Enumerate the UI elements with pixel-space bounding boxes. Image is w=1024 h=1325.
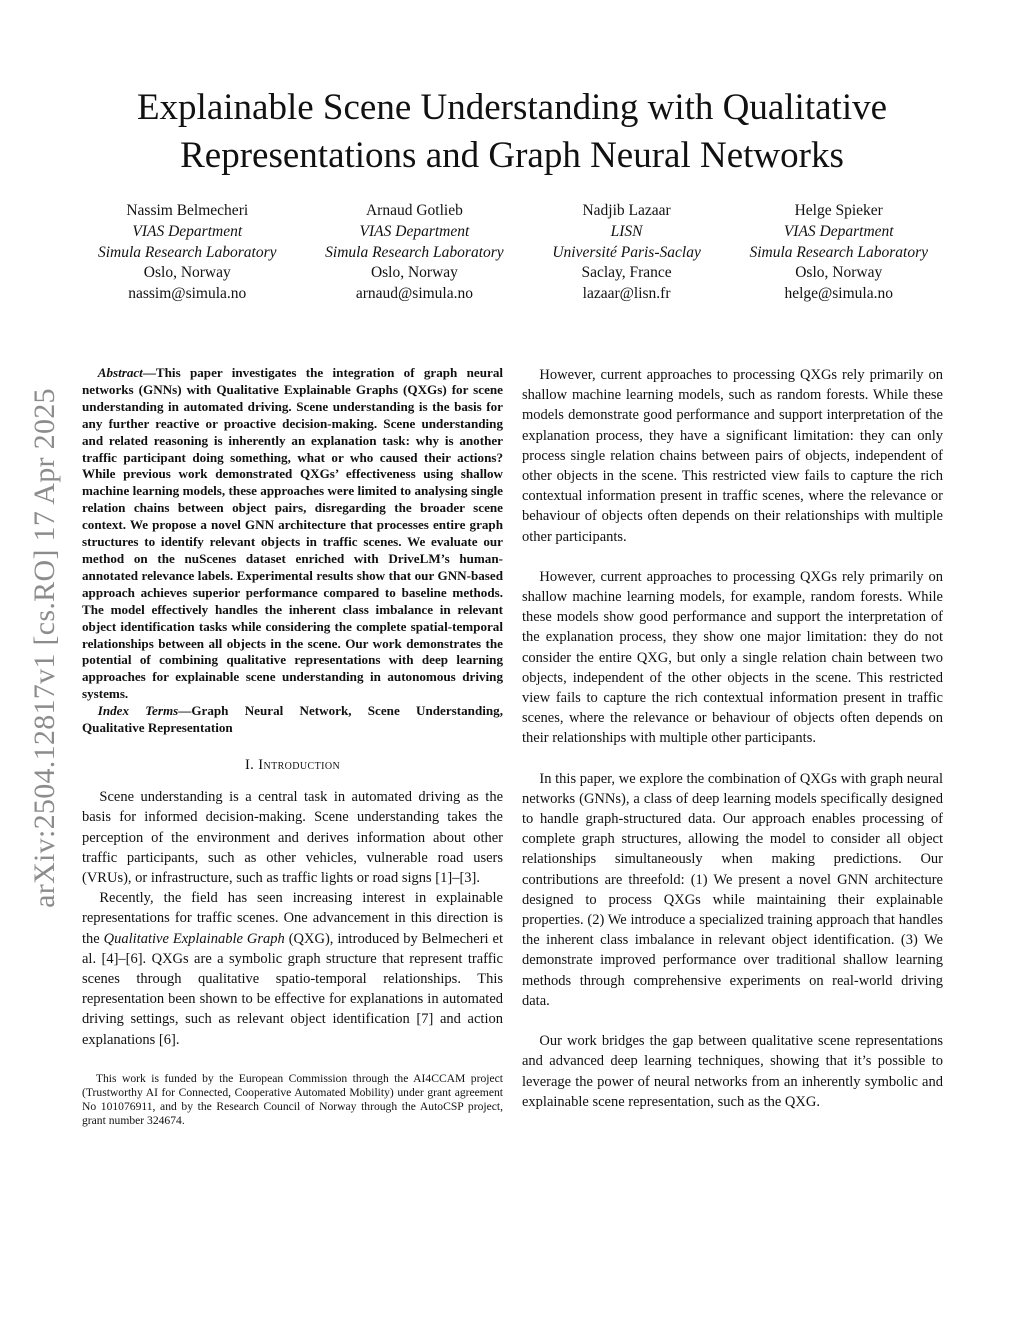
- author-block: [98, 201, 928, 305]
- author-2: [325, 201, 504, 305]
- section-heading-introduction: I. Introduction: [244, 756, 341, 773]
- index-terms-lead: Index Terms: [97, 703, 179, 719]
- index-terms: [82, 703, 503, 737]
- author-email: lazaar@lisn.fr: [582, 285, 671, 303]
- author-email: arnaud@simula.no: [355, 285, 473, 303]
- author-1: [98, 201, 277, 305]
- right-column: [522, 365, 943, 1132]
- author-organization: Simula Research Laboratory: [98, 243, 277, 261]
- intro-paragraph-2: [82, 888, 503, 1050]
- author-location: Oslo, Norway: [370, 264, 458, 282]
- author-organization: Simula Research Laboratory: [325, 243, 504, 261]
- intro-p2-after: (QXG), introduced by Belmecheri et al. [4]–[6]. QXGs are a symbolic graph structure that represent traffic scenes through qualitative spatio-temporal relationships. This representation been shown to be effective for explanations in automated driving settings, such as relevant object identification [7] and action explanations [6].: [82, 930, 504, 1048]
- right-paragraph-3: In this paper, we explore the combination of QXGs with graph neural networks (GNNs), a class of deep learning models specifically designed to handle graph-structured data. Our approach enables processing of complete graph structures, allowing the model to consider all object relationships simultaneously when making predictions. Our contributions are threefold: (1) We present a novel GNN architecture designed to process QXGs while maintaining their explainable properties. (2) We introduce a specialized training approach that handles the inherent class imbalance in relevant object identification. (3) We demonstrate improved performance over traditional shallow learning methods through comprehensive experiments on real-world driving data.: [522, 770, 943, 1009]
- author-location: Saclay, France: [581, 264, 672, 282]
- abstract-text: —This paper investigates the integration of graph neural networks (GNNs) with Qualitative Explainable Graphs (QXGs) for scene understanding in automated driving. Scene understanding is the basis for any further reactive or proactive decision-making. Scene understanding and related reasoning is inherently an explanation task: why is another traffic participant doing something, what or who caused their actions? While previous work demonstrated QXGs’ effectiveness using shallow machine learning models, these approaches were limited to analysing single relation chains between object pairs, disregarding the broader scene context. We propose a novel GNN architecture that processes entire graph structures to identify relevant objects in traffic scenes. We evaluate our method on the nuScenes dataset enriched with DriveLM’s human-annotated relevance labels. Experimental results show that our GNN-based approach achieves superior performance compared to baseline methods. The model effectively handles the inherent class imbalance in relevant object identification tasks while considering the complete spatial-temporal relationships between all objects in the scene. Our work demonstrates the potential of combining qualitative representations with deep learning approaches for explainable scene understanding in autonomous driving systems.: [82, 365, 503, 702]
- right-paragraph-4: Our work bridges the gap between qualitative scene representations and advanced deep learning techniques, showing that it’s possible to leverage the power of neural networks from an inherently symbolic and explainable scene representation, such as the QXG.: [522, 1033, 943, 1110]
- author-name: Nassim Belmecheri: [126, 202, 249, 219]
- author-department: VIAS Department: [783, 222, 894, 240]
- intro-paragraph-1: Scene understanding is a central task in automated driving as the basis for informed decision-making. Scene understanding takes the perception of the environment and derives information about other traffic participants, such as other vehicles, vulnerable road users (VRUs), or infrastructure, such as traffic lights or road signs [1]–[3].: [82, 789, 503, 886]
- abstract-lead: Abstract: [97, 365, 143, 380]
- funding-footnote: This work is funded by the European Commission through the AI4CCAM project (Trustworthy AI for Connected, Cooperative Automated Mobility) under grant agreement No 101076911, and by the Research Council of Norway through the AutoCSP project, grant number 324674.: [82, 1071, 503, 1128]
- author-department: VIAS Department: [359, 222, 470, 240]
- author-location: Oslo, Norway: [143, 264, 231, 282]
- intro-p2-emphasis: Qualitative Explainable Graph: [103, 930, 285, 947]
- intro-p2-before: Recently, the field has seen increasing interest in explainable representations for traffic scenes. One advancement in this direction is the: [82, 890, 503, 947]
- author-name: Nadjib Lazaar: [582, 202, 671, 219]
- author-department: LISN: [610, 222, 643, 240]
- author-3: [552, 201, 701, 305]
- index-terms-text: —Graph Neural Network, Scene Understanding, Qualitative Representation: [82, 703, 503, 736]
- arxiv-identifier-stamp: arXiv:2504.12817v1 [cs.RO] 17 Apr 2025: [28, 388, 61, 908]
- author-email: helge@simula.no: [784, 285, 893, 303]
- author-4: [749, 201, 928, 305]
- author-name: Helge Spieker: [794, 202, 883, 219]
- author-organization: Université Paris-Saclay: [552, 243, 701, 261]
- right-paragraph-2: However, current approaches to processing QXGs rely primarily on shallow machine learning models, for example, random forests. While these models show good performance and support the interpretation of the explanation process, they show one major limitation: they do not consider the entire QXG, but only a single relation chain between two objects, independent of the other objects in the scene. This restricted view fails to capture the rich contextual information present in traffic scenes, where the relevance or behaviour of objects often depends on their relationships with multiple other participants.: [522, 568, 943, 747]
- author-email: nassim@simula.no: [128, 285, 247, 303]
- author-organization: Simula Research Laboratory: [749, 243, 928, 261]
- author-name: Arnaud Gotlieb: [365, 202, 463, 219]
- title-line-1: Explainable Scene Understanding with Qualitative: [136, 87, 888, 128]
- left-column: [82, 365, 503, 1129]
- author-department: VIAS Department: [132, 222, 243, 240]
- right-paragraph-1: However, current approaches to processing QXGs rely primarily on shallow machine learning models, such as random forests. While these models demonstrate good performance and support interpretation of the explanation process, they have a significant limitation: they can only process single relation chains between pairs of objects, independent of other objects in the scene. This restricted view fails to capture the rich contextual information present in traffic scenes, where the relevance or behaviour of objects often depends on their relationships with multiple other participants.: [522, 367, 943, 545]
- author-location: Oslo, Norway: [795, 264, 883, 282]
- paper-title: [80, 84, 944, 180]
- abstract: [82, 365, 503, 703]
- title-line-2: Representations and Graph Neural Networks: [180, 135, 844, 176]
